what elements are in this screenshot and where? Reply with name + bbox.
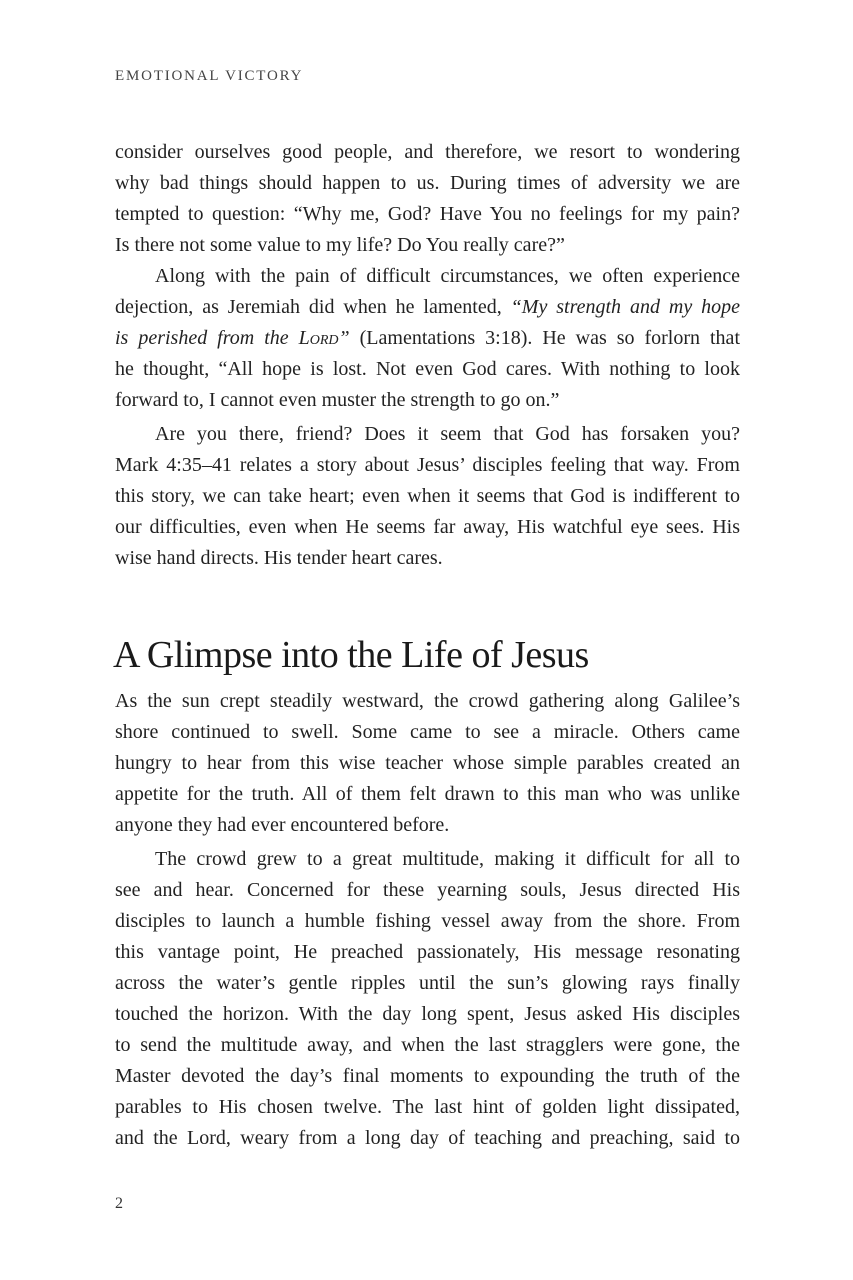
text-line: As the sun crept steadily westward, the crowd gathering along Galilee’s — [115, 690, 740, 712]
text-line: Is there not some value to my life? Do You really care?” — [115, 234, 565, 256]
text-line: shore continued to swell. Some came to see a miracle. Others came — [115, 721, 740, 743]
text-line: Are you there, friend? Does it seem that God has forsaken you? — [155, 423, 740, 445]
text-line: parables to His chosen twelve. The last hint of golden light dissipated, — [115, 1096, 740, 1118]
paragraph-3 — [115, 419, 740, 574]
paragraph-1 — [115, 137, 740, 261]
scripture-quote: “My strength and my hope — [510, 296, 741, 318]
text-line: to send the multitude away, and when the last stragglers were gone, the — [115, 1034, 740, 1056]
running-head: EMOTIONAL VICTORY — [115, 68, 304, 84]
text-line: The crowd grew to a great multitude, making it difficult for all to — [155, 848, 740, 870]
page-number: 2 — [115, 1195, 123, 1212]
text-line: why bad things should happen to us. During times of adversity we are — [115, 172, 740, 194]
paragraph-2 — [115, 261, 740, 416]
text-line: Master devoted the day’s final moments to expounding the truth of the — [115, 1065, 740, 1087]
section-heading: A Glimpse into the Life of Jesus — [113, 634, 589, 676]
text-line: this story, we can take heart; even when it seems that God is indifferent to — [115, 485, 740, 507]
text-line: hungry to hear from this wise teacher whose simple parables created an — [115, 752, 740, 774]
paragraph-5 — [115, 844, 740, 1154]
text-line — [115, 292, 740, 323]
text-line: tempted to question: “Why me, God? Have You no feelings for my pain? — [115, 203, 740, 225]
text-line: across the water’s gentle ripples until the sun’s glowing rays finally — [115, 972, 740, 994]
text-line: he thought, “All hope is lost. Not even God cares. With nothing to look — [115, 358, 740, 380]
scripture-quote-end: ” — [338, 327, 350, 349]
scripture-quote-lord: Lord — [298, 327, 339, 349]
paragraph-4 — [115, 686, 740, 841]
scripture-reference: (Lamentations 3:18). He was so forlorn that — [349, 327, 740, 349]
scripture-quote: is perished from the — [115, 327, 299, 349]
text-line — [115, 323, 740, 354]
text-line: and the Lord, weary from a long day of teaching and preaching, said to — [115, 1127, 740, 1149]
text-line: our difficulties, even when He seems far away, His watchful eye sees. His — [115, 516, 740, 538]
text-line: appetite for the truth. All of them felt drawn to this man who was unlike — [115, 783, 740, 805]
text-line: disciples to launch a humble fishing vessel away from the shore. From — [115, 910, 740, 932]
text-line: consider ourselves good people, and therefore, we resort to wondering — [115, 141, 740, 163]
text-line: Along with the pain of difficult circumstances, we often experience — [155, 265, 740, 287]
text-line: see and hear. Concerned for these yearning souls, Jesus directed His — [115, 879, 740, 901]
text-line: wise hand directs. His tender heart cares. — [115, 547, 443, 569]
text-line: anyone they had ever encountered before. — [115, 814, 450, 836]
text-line: this vantage point, He preached passionately, His message resonating — [115, 941, 740, 963]
text-line: forward to, I cannot even muster the strength to go on.” — [115, 389, 560, 411]
text-line: touched the horizon. With the day long spent, Jesus asked His disciples — [115, 1003, 740, 1025]
text-segment: dejection, as Jeremiah did when he lamented, — [115, 296, 511, 318]
text-line: Mark 4:35–41 relates a story about Jesus’ disciples feeling that way. From — [115, 454, 740, 476]
